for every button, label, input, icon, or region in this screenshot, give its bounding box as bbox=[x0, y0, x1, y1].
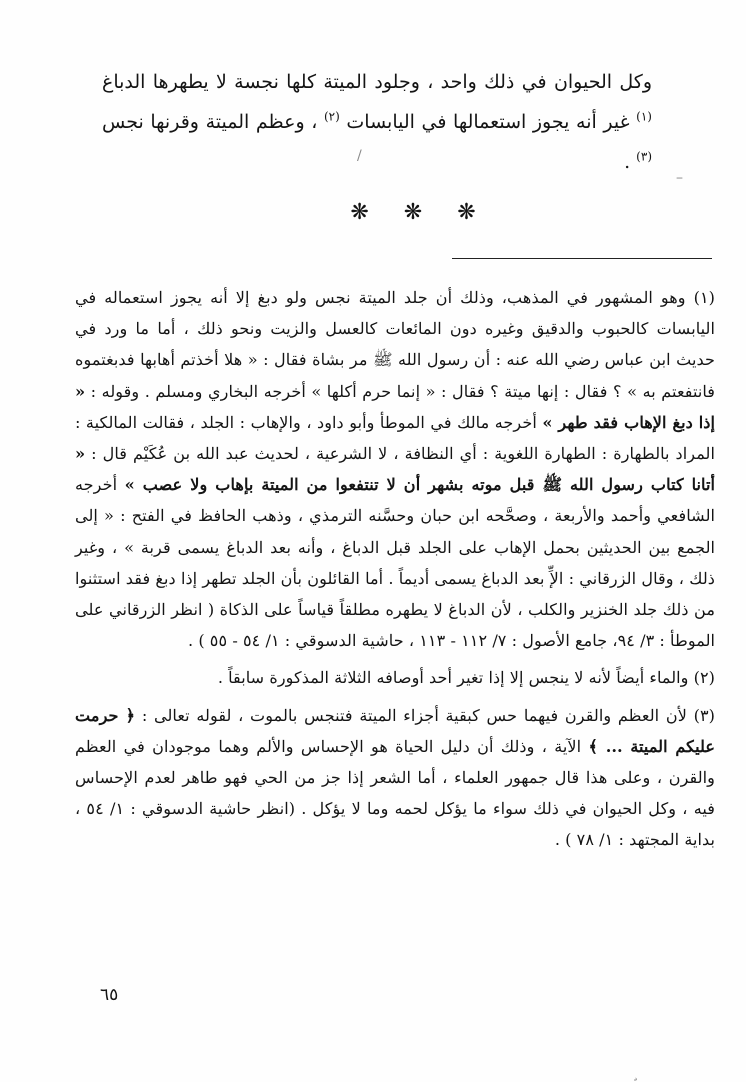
main-line-2-mid: ، وعظم الميتة وقرنها نجس bbox=[102, 111, 318, 133]
footnote-ref-3: (٣) bbox=[636, 149, 652, 164]
footnote-3 bbox=[75, 700, 715, 856]
footnote-3-text-b: الآية ، وذلك أن دليل الحياة هو الإحساس والألم وهما موجودان في العظم والقرن ، وعلى هذا قال جمهور العلماء ، أما الشعر إذا جز من الحي فهو طاهر لعدم الإحساس فيه ، وكل الحيوان في ذلك سواء ما يؤكل لحمه وما لا يؤكل . (انظر حاشية الدسوقي : ١/ ٥٤ ، بداية المجتهد : ١/ ٧٨ ) . bbox=[75, 736, 715, 850]
footnote-ref-1: (١) bbox=[636, 109, 652, 124]
footnote-1-hadith-b: « أتانا كتاب رسول الله ﷺ قبل موته بشهر أن لا تنتفعوا من الميتة بإهاب ولا عصب » bbox=[75, 444, 715, 495]
footnote-1-text-a: (١) وهو المشهور في المذهب، وذلك أن جلد الميتة نجس ولو دبغ إلا أنه يجوز استعماله في اليابسات كالحبوب والدقيق وغيره دون المائعات كالعسل والزيت ونحو ذلك ، أما ما ورد في حديث ابن عباس رضي الله عنه : أن رسول الله ﷺ مر بشاة فقال : « هلا أخذتم أهابها فدبغتموه فانتفعتم به » ؟ فقال : إنها ميتة ؟ فقال : « إنما حرم أكلها » أخرجه البخاري ومسلم . وقوله : bbox=[75, 288, 716, 401]
footnote-1-text-c: أخرجه الشافعي وأحمد والأربعة ، وصحَّحه ابن حبان وحسَّنه الترمذي ، وذهب الحافظ في الفتح : « إلى الجمع بين الحديثين بحمل الإهاب على الجلد قبل الدباغ ، وأنه بعد الدباغ يسمى قربة » ، وغير ذلك ، وقال الزرقاني : الإِّ بعد الدباغ يسمى أديماً . أما القائلون بأن الجلد تطهر إذا دبغ فقد استثنوا من ذلك جلد الخنزير والكلب ، لأن الدباغ لا يطهره مطلقاً قياساً على الذكاة ( انظر الزرقاني على الموطأ : ٣/ ٩٤، جامع الأصول : ٧/ ١١٢ - ١١٣ ، حاشية الدسوقي : ١/ ٥٤ - ٥٥ ) . bbox=[75, 475, 715, 651]
main-line-1: وكل الحيوان في ذلك واحد ، وجلود الميتة كلها نجسة لا يطهرها الدباغ bbox=[102, 71, 652, 93]
scan-mark: ¸ bbox=[632, 1066, 639, 1082]
page-number: ٦٥ bbox=[100, 985, 119, 1005]
main-line-1-end: غير bbox=[603, 111, 630, 133]
scan-mark: – bbox=[676, 170, 683, 186]
footnote-1-text-b: أخرجه مالك في الموطأ وأبو داود ، والإهاب : الجلد ، فقالت المالكية : المراد بالطهارة : الطهارة اللغوية : أي النظافة ، لا الشرعية ، لحديث عبد الله بن عُكَيْم قال : bbox=[75, 412, 715, 464]
footnote-1-hadith-a: « إذا دبغ الإهاب فقد طهر » bbox=[75, 381, 715, 432]
main-line-2-end: . bbox=[624, 151, 631, 173]
footnote-2: (٢) والماء أيضاً لأنه لا ينجس إلا إذا تغير أحد أوصافه الثلاثة المذكورة سابقاً . bbox=[217, 668, 715, 688]
footnote-1 bbox=[75, 282, 715, 656]
footnote-ref-2: (٢) bbox=[323, 109, 340, 124]
footnote-3-verse: ﴿ حرمت عليكم الميتة ... ﴾ bbox=[75, 705, 715, 756]
footnote-3-text-a: (٣) لأن العظم والقرن فيهما حس كبقية أجزاء الميتة فتنجس بالموت ، لقوله تعالى : bbox=[141, 705, 715, 725]
section-separator: ❋ ❋ ❋ bbox=[350, 200, 490, 225]
main-text bbox=[102, 62, 652, 182]
scan-mark: / bbox=[357, 148, 362, 164]
footnote-divider bbox=[452, 258, 712, 259]
footnotes bbox=[75, 282, 715, 862]
main-paragraph bbox=[102, 62, 652, 182]
main-line-2: أنه يجوز استعمالها في اليابسات bbox=[346, 111, 597, 133]
